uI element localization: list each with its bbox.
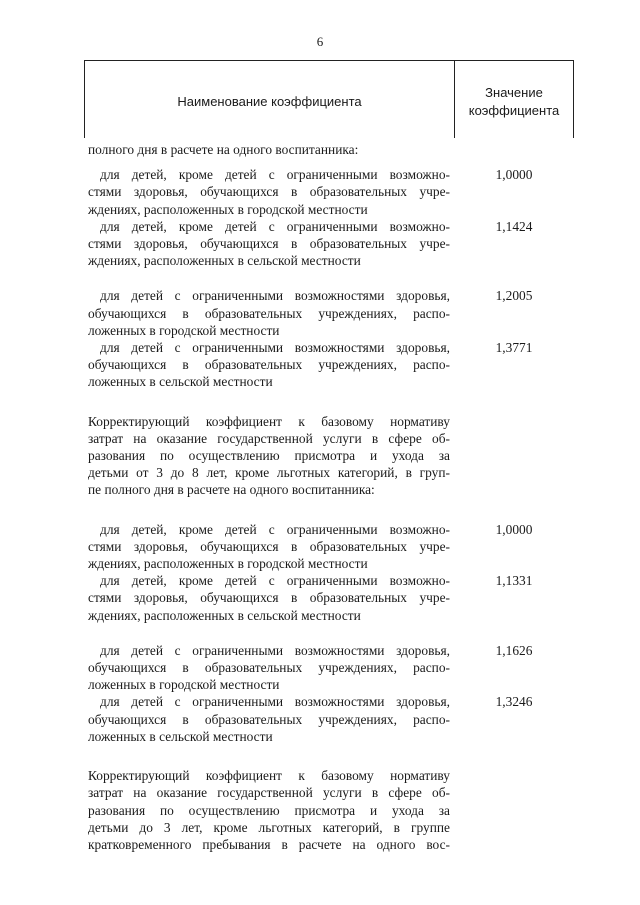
- page-number: 6: [316, 34, 324, 49]
- description-line: для детей, кроме детей с ограниченными возможно-: [100, 167, 450, 183]
- coefficient-value-header: [454, 61, 573, 138]
- paragraph-line: детьми от 3 до 8 лет, кроме льготных категорий, в груп-: [88, 465, 450, 481]
- description-line: стями здоровья, обучающихся в образовательных учре-: [88, 184, 450, 200]
- coefficient-row: [88, 166, 570, 218]
- description-line: для детей с ограниченными возможностями здоровья,: [100, 642, 450, 658]
- description-line: ложенных в городской местности: [88, 322, 280, 338]
- description-line: обучающихся в образовательных учреждениях, распо-: [88, 305, 450, 321]
- paragraph-line: затрат на оказание государственной услуги в сфере об-: [88, 430, 450, 446]
- coefficient-row: [88, 521, 570, 573]
- coefficient-description: [88, 521, 450, 573]
- description-line: ложенных в сельской местности: [88, 728, 273, 744]
- document-body: [88, 141, 570, 853]
- corrective-coefficient-paragraph-3-8-years: [88, 413, 450, 499]
- coefficient-description: [88, 572, 450, 624]
- description-line: для детей с ограниченными возможностями здоровья,: [100, 288, 450, 304]
- description-line: для детей с ограниченными возможностями здоровья,: [100, 694, 450, 710]
- paragraph-line: разования по осуществлению присмотра и ухода за: [88, 802, 450, 818]
- coefficient-description: [88, 642, 450, 694]
- coefficient-row: [88, 287, 570, 339]
- coefficient-value: 1,0000: [495, 167, 533, 183]
- coefficient-row: [88, 218, 570, 270]
- description-line: для детей, кроме детей с ограниченными возможно-: [100, 521, 450, 537]
- coefficient-row: [88, 642, 570, 694]
- coefficient-value: 1,1331: [495, 573, 533, 589]
- value-header-line1: Значение: [485, 84, 543, 100]
- description-line: ждениях, расположенных в сельской местности: [88, 253, 361, 269]
- coefficient-description: [88, 287, 450, 339]
- coefficient-value: 1,1626: [495, 642, 533, 658]
- coefficient-value: 1,3246: [495, 694, 533, 710]
- description-line: ложенных в сельской местности: [88, 374, 273, 390]
- description-line: для детей с ограниченными возможностями здоровья,: [100, 340, 450, 356]
- paragraph-line: Корректирующий коэффициент к базовому нормативу: [88, 413, 450, 429]
- coefficient-description: [88, 339, 450, 391]
- coefficient-description: [88, 166, 450, 218]
- description-line: обучающихся в образовательных учреждениях, распо-: [88, 660, 450, 676]
- paragraph-line: Корректирующий коэффициент к базовому нормативу: [88, 768, 450, 784]
- coefficient-description: [88, 218, 450, 270]
- intro-line: полного дня в расчете на одного воспитанника:: [88, 142, 359, 157]
- coefficient-name-header: Наименование коэффициента: [177, 94, 362, 109]
- coefficient-value: 1,2005: [495, 288, 533, 304]
- description-line: ждениях, расположенных в сельской местности: [88, 607, 361, 623]
- coefficient-row: [88, 693, 570, 745]
- paragraph-line: кратковременного пребывания в расчете на одного вос-: [88, 836, 450, 852]
- coefficient-group-1: [88, 166, 570, 390]
- coefficient-row: [88, 339, 570, 391]
- description-line: для детей, кроме детей с ограниченными возможно-: [100, 218, 450, 234]
- coefficient-value: 1,3771: [495, 340, 533, 356]
- description-line: стями здоровья, обучающихся в образовательных учре-: [88, 236, 450, 252]
- corrective-coefficient-paragraph-under-3-years: [88, 767, 450, 853]
- coefficient-row: [88, 572, 570, 624]
- description-line: обучающихся в образовательных учреждениях, распо-: [88, 357, 450, 373]
- description-line: стями здоровья, обучающихся в образовательных учре-: [88, 538, 450, 554]
- description-line: ждениях, расположенных в городской местности: [88, 556, 368, 572]
- paragraph-line: затрат на оказание государственной услуги в сфере об-: [88, 785, 450, 801]
- coefficient-description: [88, 693, 450, 745]
- description-line: ждениях, расположенных в городской местности: [88, 201, 368, 217]
- table-header: [84, 60, 574, 138]
- paragraph-line: пе полного дня в расчете на одного воспитанника:: [88, 482, 375, 498]
- paragraph-line: разования по осуществлению присмотра и ухода за: [88, 448, 450, 464]
- coefficient-group-2: [88, 521, 570, 745]
- description-line: стями здоровья, обучающихся в образовательных учре-: [88, 590, 450, 606]
- description-line: ложенных в городской местности: [88, 677, 280, 693]
- value-header-line2: коэффициента: [468, 102, 560, 118]
- paragraph-line: детьми до 3 лет, кроме льготных категорий, в группе: [88, 819, 450, 835]
- description-line: для детей, кроме детей с ограниченными возможно-: [100, 573, 450, 589]
- description-line: обучающихся в образовательных учреждениях, распо-: [88, 711, 450, 727]
- coefficient-value: 1,1424: [495, 218, 533, 234]
- coefficient-value: 1,0000: [495, 521, 533, 537]
